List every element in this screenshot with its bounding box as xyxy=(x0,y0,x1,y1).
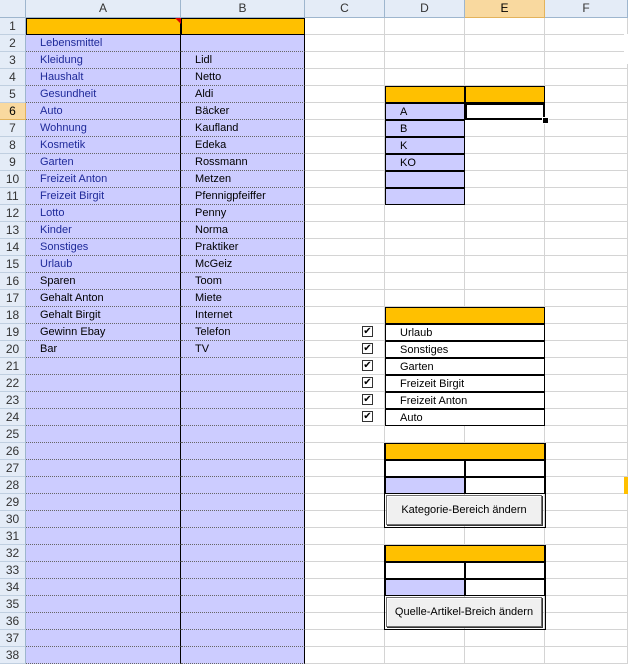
cell-e7[interactable] xyxy=(465,120,545,137)
cell-d4[interactable] xyxy=(385,69,465,86)
cell-a21[interactable] xyxy=(26,358,181,375)
kategorie-item[interactable]: Garten xyxy=(40,156,74,168)
ausschluss-header xyxy=(385,307,545,324)
row-header-1[interactable]: 1 xyxy=(0,18,26,35)
cell-d12[interactable] xyxy=(385,205,465,222)
row-marker xyxy=(624,477,628,494)
cell-a22[interactable] xyxy=(26,375,181,392)
ausschluss-checkbox[interactable]: ✔ xyxy=(363,411,372,422)
cell-e11[interactable] xyxy=(465,188,545,205)
cell-e14[interactable] xyxy=(465,239,545,256)
row-header-19[interactable]: 19 xyxy=(0,324,26,341)
cell-d37[interactable] xyxy=(385,630,465,647)
cell-f16[interactable] xyxy=(545,273,628,290)
cell-b31[interactable] xyxy=(181,528,305,545)
cell-c5[interactable] xyxy=(305,86,385,103)
ausschluss-item[interactable]: Garten xyxy=(385,358,545,375)
cell-b37[interactable] xyxy=(181,630,305,647)
cell-f4[interactable] xyxy=(545,69,628,86)
quelle-bereich-akt-value[interactable] xyxy=(465,579,545,596)
cell-f9[interactable] xyxy=(545,154,628,171)
fill-handle[interactable] xyxy=(542,117,549,124)
cell-f38[interactable] xyxy=(545,647,628,664)
cell-c26[interactable] xyxy=(305,443,385,460)
cell-c36[interactable] xyxy=(305,613,385,630)
row-header-27[interactable]: 27 xyxy=(0,460,26,477)
cell-d14[interactable] xyxy=(385,239,465,256)
cell-c19[interactable] xyxy=(305,324,385,341)
row-header-9[interactable]: 9 xyxy=(0,154,26,171)
column-header-f[interactable]: F xyxy=(545,0,628,18)
row-header-26[interactable]: 26 xyxy=(0,443,26,460)
quelle-bereich-header xyxy=(385,545,545,562)
cell-f6[interactable] xyxy=(545,103,628,120)
kategorien-header xyxy=(26,18,181,35)
cell-f34[interactable] xyxy=(545,579,628,596)
cell-f36[interactable] xyxy=(545,613,628,630)
cell-d1[interactable] xyxy=(385,18,465,35)
cell-b22[interactable] xyxy=(181,375,305,392)
row-header-14[interactable]: 14 xyxy=(0,239,26,256)
cell-a30[interactable] xyxy=(26,511,181,528)
cell-c32[interactable] xyxy=(305,545,385,562)
row-header-30[interactable]: 30 xyxy=(0,511,26,528)
cell-b38[interactable] xyxy=(181,647,305,664)
quelle-artikel-item[interactable]: Rossmann xyxy=(195,156,248,168)
cell-d25[interactable] xyxy=(385,426,465,443)
cell-f13[interactable] xyxy=(545,222,628,239)
cell-f15[interactable] xyxy=(545,256,628,273)
cell-c28[interactable] xyxy=(305,477,385,494)
cell-c9[interactable] xyxy=(305,154,385,171)
cell-c12[interactable] xyxy=(305,205,385,222)
kategorie-bereich-neuer-label xyxy=(385,460,465,477)
quelle-artikel-item[interactable]: Kaufland xyxy=(195,122,239,134)
row-header-16[interactable]: 16 xyxy=(0,273,26,290)
select-all-corner[interactable] xyxy=(0,0,26,18)
cell-a28[interactable] xyxy=(26,477,181,494)
cell-e17[interactable] xyxy=(465,290,545,307)
cell-f32[interactable] xyxy=(545,545,628,562)
cell-e31[interactable] xyxy=(465,528,545,545)
cell-e38[interactable] xyxy=(465,647,545,664)
cell-b21[interactable] xyxy=(181,358,305,375)
cell-e37[interactable] xyxy=(465,630,545,647)
cell-f2[interactable] xyxy=(545,35,628,52)
kategorie-bereich-akt-label xyxy=(465,460,545,477)
cell-e4[interactable] xyxy=(465,69,545,86)
cell-f19[interactable] xyxy=(545,324,628,341)
cell-e1[interactable] xyxy=(465,18,545,35)
cell-b27[interactable] xyxy=(181,460,305,477)
cell-d13[interactable] xyxy=(385,222,465,239)
cell-d31[interactable] xyxy=(385,528,465,545)
row-header-13[interactable]: 13 xyxy=(0,222,26,239)
kategorie-item[interactable]: Auto xyxy=(40,105,63,117)
cell-d16[interactable] xyxy=(385,273,465,290)
column-header-b[interactable]: B xyxy=(181,0,305,18)
cell-e10[interactable] xyxy=(465,171,545,188)
quelle-artikel-item[interactable]: Internet xyxy=(195,309,233,321)
konto-value[interactable] xyxy=(385,171,465,188)
comment-indicator xyxy=(175,18,181,24)
konto-value[interactable]: B xyxy=(385,120,465,137)
kategorie-item[interactable]: Freizeit Anton xyxy=(40,173,108,185)
kategorie-item[interactable]: Gewinn Ebay xyxy=(40,326,106,338)
kategorie-item[interactable]: Lotto xyxy=(40,207,65,219)
cell-e2[interactable] xyxy=(465,35,545,52)
kategorie-bereich-aendern-button[interactable]: Kategorie-Bereich ändern xyxy=(386,495,542,525)
kategorie-item[interactable]: Sparen xyxy=(40,275,76,287)
cell-f25[interactable] xyxy=(545,426,628,443)
cell-f31[interactable] xyxy=(545,528,628,545)
cell-f27[interactable] xyxy=(545,460,628,477)
cell-c34[interactable] xyxy=(305,579,385,596)
cell-e12[interactable] xyxy=(465,205,545,222)
ausschluss-item[interactable]: Sonstiges xyxy=(385,341,545,358)
cell-b25[interactable] xyxy=(181,426,305,443)
quelle-bereich-neuer-label xyxy=(385,562,465,579)
konto-header xyxy=(385,86,465,103)
cell-c16[interactable] xyxy=(305,273,385,290)
row-header-34[interactable]: 34 xyxy=(0,579,26,596)
cell-c22[interactable] xyxy=(305,375,385,392)
cell-f14[interactable] xyxy=(545,239,628,256)
kategorie-item[interactable]: Kleidung xyxy=(40,54,83,66)
cell-e3[interactable] xyxy=(465,52,545,69)
quelle-artikel-item[interactable]: Praktiker xyxy=(195,241,239,253)
cell-b33[interactable] xyxy=(181,562,305,579)
row-header-28[interactable]: 28 xyxy=(0,477,26,494)
quelle-artikel-item[interactable]: Norma xyxy=(195,224,229,236)
ausschluss-checkbox[interactable]: ✔ xyxy=(363,360,372,371)
row-header-11[interactable]: 11 xyxy=(0,188,26,205)
kategorie-item[interactable]: Lebensmittel xyxy=(40,37,103,49)
quelle-artikel-item[interactable]: Metzen xyxy=(195,173,232,185)
name2-label xyxy=(305,120,383,137)
quelle-artikel-item[interactable]: McGeiz xyxy=(195,258,233,270)
row-header-4[interactable]: 4 xyxy=(0,69,26,86)
cell-d2[interactable] xyxy=(385,35,465,52)
cell-f29[interactable] xyxy=(545,494,628,511)
quelle-artikel-item[interactable]: Bäcker xyxy=(195,105,230,117)
cell-a33[interactable] xyxy=(26,562,181,579)
cell-b36[interactable] xyxy=(181,613,305,630)
row-header-32[interactable]: 32 xyxy=(0,545,26,562)
cell-c3[interactable] xyxy=(305,52,385,69)
kategorie-item[interactable]: Wohnung xyxy=(40,122,87,134)
quelle-artikel-item[interactable]: Penny xyxy=(195,207,227,219)
row-header-22[interactable]: 22 xyxy=(0,375,26,392)
cell-b24[interactable] xyxy=(181,409,305,426)
row-header-24[interactable]: 24 xyxy=(0,409,26,426)
row-header-38[interactable]: 38 xyxy=(0,647,26,664)
cell-c31[interactable] xyxy=(305,528,385,545)
cell-f10[interactable] xyxy=(545,171,628,188)
cell-c24[interactable] xyxy=(305,409,385,426)
cell-c17[interactable] xyxy=(305,290,385,307)
cell-a31[interactable] xyxy=(26,528,181,545)
cell-d17[interactable] xyxy=(385,290,465,307)
quelle-artikel-item[interactable]: Pfennigpfeiffer xyxy=(195,190,266,202)
cell-f7[interactable] xyxy=(545,120,628,137)
name1-label xyxy=(305,103,383,120)
column-header-e[interactable]: E xyxy=(465,0,545,18)
cell-c18[interactable] xyxy=(305,307,385,324)
cell-c13[interactable] xyxy=(305,222,385,239)
cell-f22[interactable] xyxy=(545,375,628,392)
kategorie-item[interactable]: Gehalt Birgit xyxy=(40,309,101,321)
row-header-37[interactable]: 37 xyxy=(0,630,26,647)
ausschluss-item[interactable]: Urlaub xyxy=(385,324,545,341)
row-header-18[interactable]: 18 xyxy=(0,307,26,324)
cell-c38[interactable] xyxy=(305,647,385,664)
cell-f23[interactable] xyxy=(545,392,628,409)
cell-a36[interactable] xyxy=(26,613,181,630)
ausschluss-item[interactable]: Auto xyxy=(385,409,545,426)
cell-f33[interactable] xyxy=(545,562,628,579)
cell-c33[interactable] xyxy=(305,562,385,579)
cell-b28[interactable] xyxy=(181,477,305,494)
cell-f11[interactable] xyxy=(545,188,628,205)
cell-c30[interactable] xyxy=(305,511,385,528)
cell-c2[interactable] xyxy=(305,35,385,52)
cell-a34[interactable] xyxy=(26,579,181,596)
quelle-artikel-header xyxy=(181,18,305,35)
cell-c27[interactable] xyxy=(305,460,385,477)
cell-c14[interactable] xyxy=(305,239,385,256)
cell-c8[interactable] xyxy=(305,137,385,154)
kategorie-item[interactable]: Kinder xyxy=(40,224,72,236)
ausschluss-item[interactable]: Freizeit Birgit xyxy=(385,375,545,392)
cell-c23[interactable] xyxy=(305,392,385,409)
kategorie-item[interactable]: Freizeit Birgit xyxy=(40,190,105,202)
cell-f3[interactable] xyxy=(545,52,628,69)
row-header-35[interactable]: 35 xyxy=(0,596,26,613)
cell-a38[interactable] xyxy=(26,647,181,664)
konto-einnahm-header xyxy=(465,86,545,103)
cell-b23[interactable] xyxy=(181,392,305,409)
quelle-bereich-akt-label xyxy=(465,562,545,579)
cell-a29[interactable] xyxy=(26,494,181,511)
kategorie-item[interactable]: Gesundheit xyxy=(40,88,97,100)
quelle-artikel-item[interactable]: Aldi xyxy=(195,88,214,100)
cell-f26[interactable] xyxy=(545,443,628,460)
cell-c25[interactable] xyxy=(305,426,385,443)
cell-d38[interactable] xyxy=(385,647,465,664)
row-header-25[interactable]: 25 xyxy=(0,426,26,443)
row-header-3[interactable]: 3 xyxy=(0,52,26,69)
row-header-12[interactable]: 12 xyxy=(0,205,26,222)
row-header-31[interactable]: 31 xyxy=(0,528,26,545)
row-header-10[interactable]: 10 xyxy=(0,171,26,188)
kategorie-item[interactable]: Haushalt xyxy=(40,71,84,83)
cell-e8[interactable] xyxy=(465,137,545,154)
konto-value[interactable]: K xyxy=(385,137,465,154)
cell-f17[interactable] xyxy=(545,290,628,307)
kategorie-bereich-header xyxy=(385,443,545,460)
kategorie-item[interactable]: Kosmetik xyxy=(40,139,86,151)
cell-f24[interactable] xyxy=(545,409,628,426)
row-header-36[interactable]: 36 xyxy=(0,613,26,630)
row-marker xyxy=(624,34,628,64)
kategorie-item[interactable]: Gehalt Anton xyxy=(40,292,104,304)
cell-c29[interactable] xyxy=(305,494,385,511)
cell-a26[interactable] xyxy=(26,443,181,460)
cell-f12[interactable] xyxy=(545,205,628,222)
cell-a32[interactable] xyxy=(26,545,181,562)
cell-f18[interactable] xyxy=(545,307,628,324)
quelle-artikel-item[interactable]: Telefon xyxy=(195,326,231,338)
cell-a37[interactable] xyxy=(26,630,181,647)
cell-a25[interactable] xyxy=(26,426,181,443)
cell-f8[interactable] xyxy=(545,137,628,154)
cell-c1[interactable] xyxy=(305,18,385,35)
cell-b32[interactable] xyxy=(181,545,305,562)
ausschluss-item[interactable]: Freizeit Anton xyxy=(385,392,545,409)
cell-b35[interactable] xyxy=(181,596,305,613)
row-header-33[interactable]: 33 xyxy=(0,562,26,579)
kategorie-item[interactable]: Urlaub xyxy=(40,258,73,270)
konto-value[interactable]: KO xyxy=(385,154,465,171)
row-header-15[interactable]: 15 xyxy=(0,256,26,273)
kategorie-item[interactable]: Bar xyxy=(40,343,58,355)
cell-f21[interactable] xyxy=(545,358,628,375)
quelle-bereich-neuer-value[interactable] xyxy=(385,579,465,596)
cell-b29[interactable] xyxy=(181,494,305,511)
kategorie-bereich-akt-value[interactable] xyxy=(465,477,545,494)
row-header-6[interactable]: 6 xyxy=(0,103,26,120)
quelle-artikel-item[interactable]: Toom xyxy=(195,275,222,287)
row-header-23[interactable]: 23 xyxy=(0,392,26,409)
row-header-17[interactable]: 17 xyxy=(0,290,26,307)
row-header-2[interactable]: 2 xyxy=(0,35,26,52)
ausschluss-checkbox[interactable]: ✔ xyxy=(363,377,372,388)
cell-f37[interactable] xyxy=(545,630,628,647)
ausschluss-checkbox[interactable]: ✔ xyxy=(363,394,372,405)
kategorie-item[interactable]: Sonstiges xyxy=(40,241,89,253)
cell-b2[interactable] xyxy=(181,35,305,52)
cell-e16[interactable] xyxy=(465,273,545,290)
cell-f35[interactable] xyxy=(545,596,628,613)
cell-f20[interactable] xyxy=(545,341,628,358)
cell-b30[interactable] xyxy=(181,511,305,528)
cell-e25[interactable] xyxy=(465,426,545,443)
cell-e15[interactable] xyxy=(465,256,545,273)
quelle-artikel-item[interactable]: Edeka xyxy=(195,139,227,151)
row-header-5[interactable]: 5 xyxy=(0,86,26,103)
cell-c37[interactable] xyxy=(305,630,385,647)
cell-a23[interactable] xyxy=(26,392,181,409)
cell-a27[interactable] xyxy=(26,460,181,477)
cell-e13[interactable] xyxy=(465,222,545,239)
cell-f30[interactable] xyxy=(545,511,628,528)
cell-a35[interactable] xyxy=(26,596,181,613)
quelle-artikel-item[interactable]: Miete xyxy=(195,292,222,304)
cell-c10[interactable] xyxy=(305,171,385,188)
cell-c20[interactable] xyxy=(305,341,385,358)
column-header-a[interactable]: A xyxy=(26,0,181,18)
row-header-7[interactable]: 7 xyxy=(0,120,26,137)
quelle-artikel-bereich-aendern-button[interactable]: Quelle-Artikel-Breich ändern xyxy=(386,597,542,627)
ausschluss-checkbox[interactable]: ✔ xyxy=(363,343,372,354)
quelle-artikel-item[interactable]: TV xyxy=(195,343,210,355)
cell-e9[interactable] xyxy=(465,154,545,171)
row-header-20[interactable]: 20 xyxy=(0,341,26,358)
cell-c11[interactable] xyxy=(305,188,385,205)
cell-b26[interactable] xyxy=(181,443,305,460)
konto-einnahm-value[interactable] xyxy=(465,103,545,120)
cell-c35[interactable] xyxy=(305,596,385,613)
cell-c4[interactable] xyxy=(305,69,385,86)
cell-a24[interactable] xyxy=(26,409,181,426)
konto-value[interactable]: A xyxy=(385,103,465,120)
cell-d15[interactable] xyxy=(385,256,465,273)
column-header-c[interactable]: C xyxy=(305,0,385,18)
konto-value[interactable] xyxy=(385,188,465,205)
row-header-29[interactable]: 29 xyxy=(0,494,26,511)
cell-f1[interactable] xyxy=(545,18,628,35)
kategorie-bereich-neuer-value[interactable] xyxy=(385,477,465,494)
cell-c21[interactable] xyxy=(305,358,385,375)
cell-f28[interactable] xyxy=(545,477,628,494)
ausschluss-checkbox[interactable]: ✔ xyxy=(363,326,372,337)
quelle-artikel-item[interactable]: Netto xyxy=(195,71,222,83)
row-header-8[interactable]: 8 xyxy=(0,137,26,154)
row-header-21[interactable]: 21 xyxy=(0,358,26,375)
column-header-d[interactable]: D xyxy=(385,0,465,18)
cell-d3[interactable] xyxy=(385,52,465,69)
cell-c15[interactable] xyxy=(305,256,385,273)
quelle-artikel-item[interactable]: Lidl xyxy=(195,54,213,66)
cell-f5[interactable] xyxy=(545,86,628,103)
cell-b34[interactable] xyxy=(181,579,305,596)
